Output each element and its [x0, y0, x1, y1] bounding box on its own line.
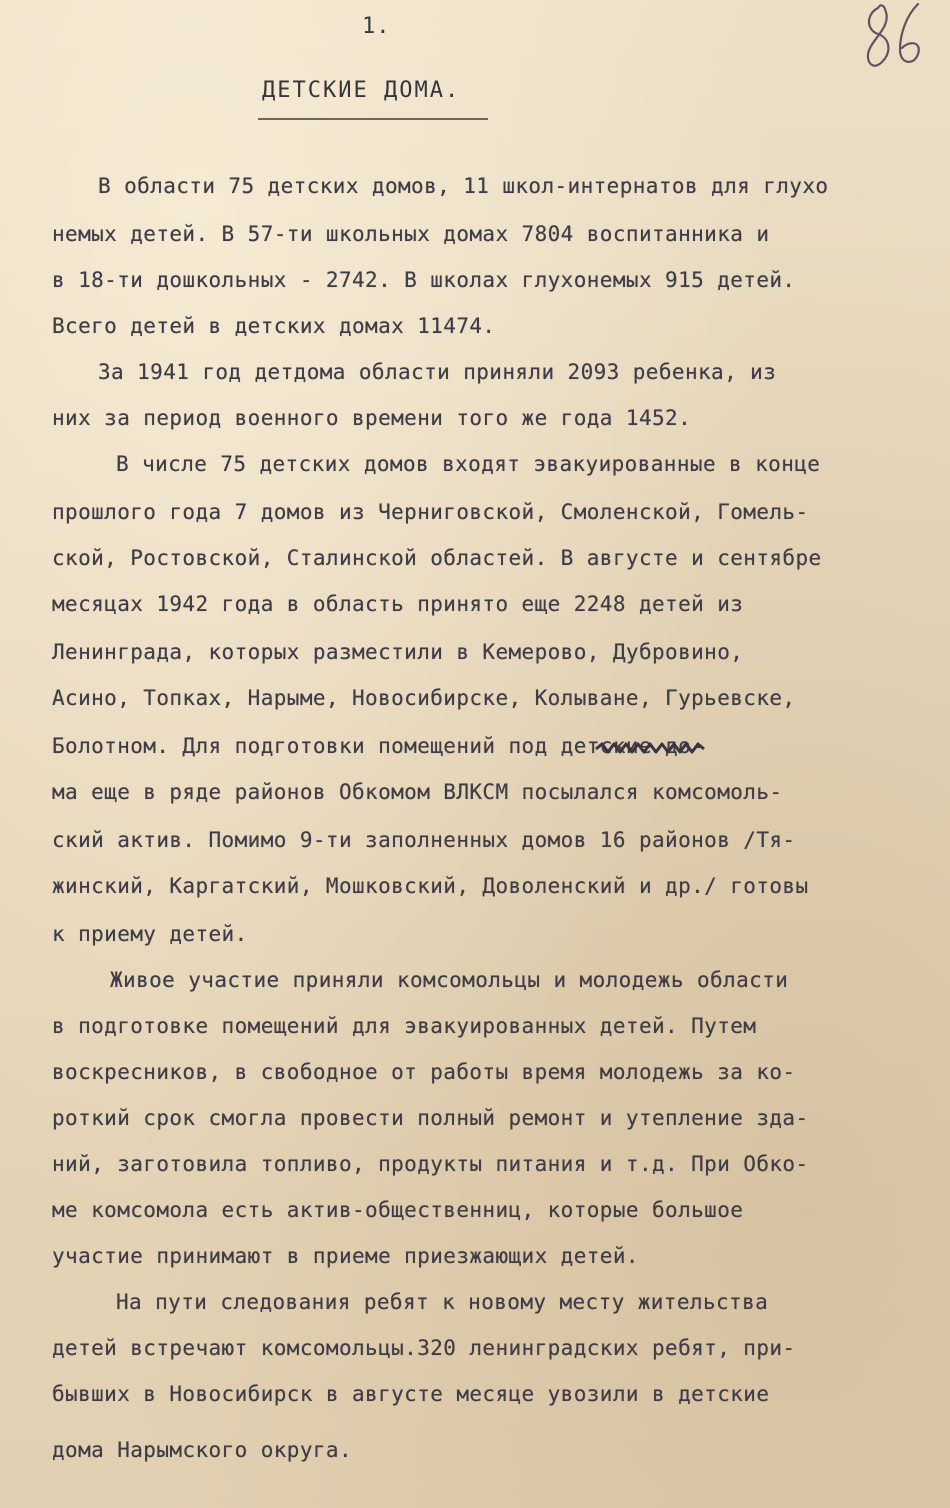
text-line: Ленинграда, которых разместили в Кемерово, Дубровино, — [52, 640, 744, 664]
text-line: дома Нарымского округа. — [52, 1438, 352, 1462]
text-line: Живое участие приняли комсомольцы и молодежь области — [110, 968, 789, 992]
text-line: На пути следования ребят к новому месту жительства — [116, 1290, 769, 1314]
text-line: За 1941 год детдома области приняли 2093 ребенка, из — [98, 360, 777, 384]
text-line: прошлого года 7 домов из Черниговской, Смоленской, Гомель- — [52, 500, 809, 524]
text-line: Асино, Топках, Нарыме, Новосибирске, Колыване, Гурьевске, — [52, 686, 796, 710]
text-line: к приему детей. — [52, 922, 248, 946]
text-line: Болотном. Для подготовки помещений под детские до- — [52, 734, 705, 758]
text-line: В области 75 детских домов, 11 школ-интернатов для глухо — [98, 174, 829, 198]
text-line: воскресников, в свободное от работы время молодежь за ко- — [52, 1060, 796, 1084]
page-number: 1. — [362, 14, 391, 39]
document-title: ДЕТСКИЕ ДОМА. — [262, 78, 461, 103]
handwritten-archive-number — [862, 0, 932, 80]
text-line: В числе 75 детских домов входят эвакуированные в конце — [116, 452, 821, 476]
text-line: в 18-ти дошкольных - 2742. В школах глухонемых 915 детей. — [52, 268, 796, 292]
text-line: в подготовке помещений для эвакуированных детей. Путем — [52, 1014, 757, 1038]
struck-out-word-mark — [594, 740, 706, 754]
text-line: детей встречают комсомольцы.320 ленинградских ребят, при- — [52, 1336, 796, 1360]
text-line: месяцах 1942 года в область принято еще 2248 детей из — [52, 592, 744, 616]
text-line: участие принимают в приеме приезжающих детей. — [52, 1244, 639, 1268]
text-line: немых детей. В 57-ти школьных домах 7804 воспитанника и — [52, 222, 770, 246]
text-line: ма еще в ряде районов Обкомом ВЛКСМ посылался комсомоль- — [52, 780, 783, 804]
text-line: ний, заготовила топливо, продукты питания и т.д. При Обко- — [52, 1152, 809, 1176]
text-line: жинский, Каргатский, Мошковский, Доволенский и др./ готовы — [52, 874, 809, 898]
title-underline — [258, 118, 488, 120]
text-line: роткий срок смогла провести полный ремонт и утепление зда- — [52, 1106, 809, 1130]
text-line: ме комсомола есть актив-общественниц, которые большое — [52, 1198, 744, 1222]
text-line: ский актив. Помимо 9-ти заполненных домов 16 районов /Тя- — [52, 828, 796, 852]
text-line: ской, Ростовской, Сталинской областей. В августе и сентябре — [52, 546, 822, 570]
text-line: них за период военного времени того же года 1452. — [52, 406, 692, 430]
text-line: Всего детей в детских домах 11474. — [52, 314, 496, 338]
text-line: бывших в Новосибирск в августе месяце увозили в детские — [52, 1382, 770, 1406]
